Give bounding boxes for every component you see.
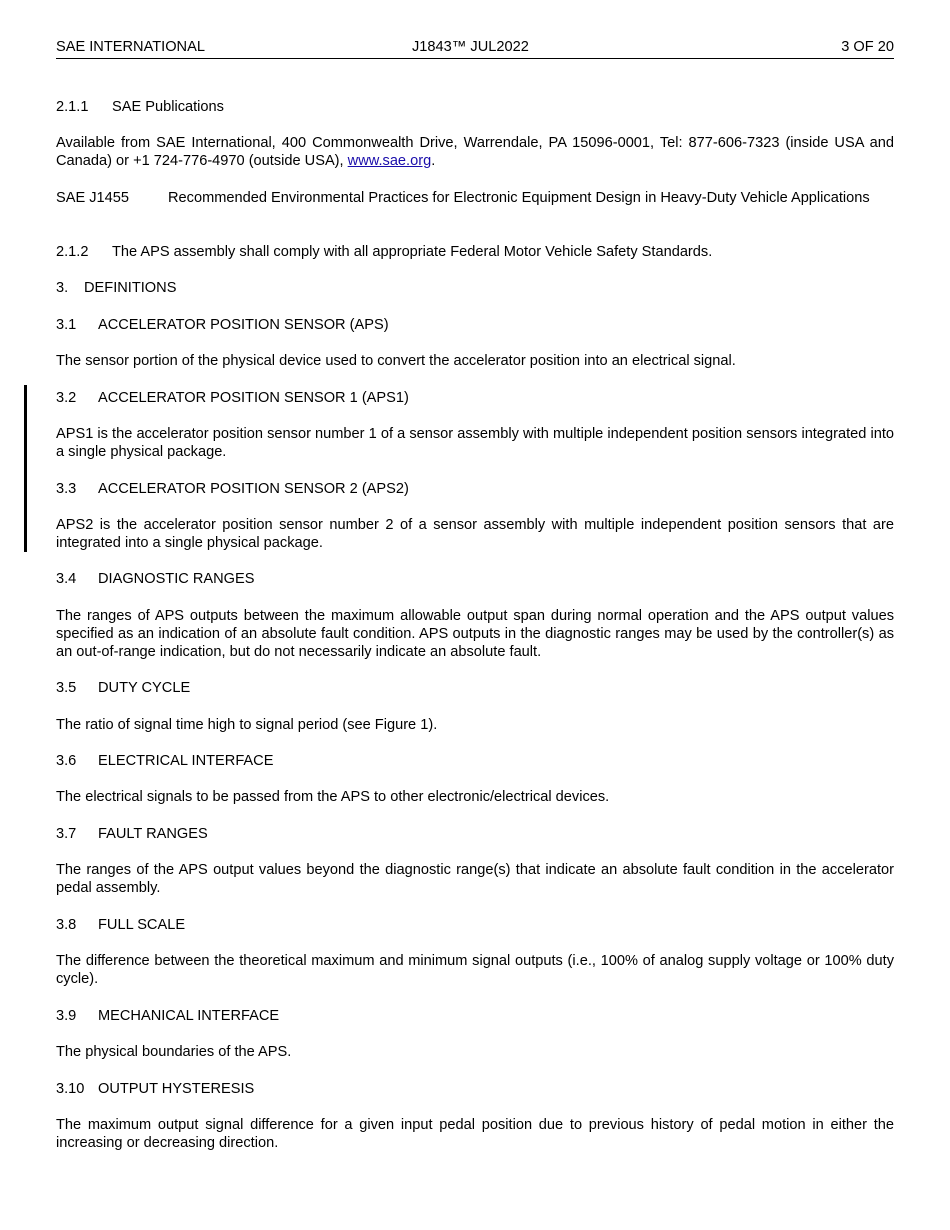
definition-text: The maximum output signal difference for a given input pedal position due to previous history of pedal motion in either the increasing or decreasing direction. [56, 1117, 894, 1151]
definition-number: 3.10 [56, 1081, 85, 1097]
definition-heading [56, 916, 894, 934]
definition-title: DUTY CYCLE [98, 680, 191, 696]
section-text: The APS assembly shall comply with all appropriate Federal Motor Vehicle Safety Standards. [112, 244, 713, 260]
paragraph-text: Available from SAE International, 400 Commonwealth Drive, Warrendale, PA 15096-0001, Tel: 877-606-7323 (inside USA and Canada) or +1 724-776-4970 (outside USA), [56, 135, 894, 169]
section-number: 2.1.2 [56, 244, 89, 260]
definition-heading [56, 1080, 894, 1098]
definition-text: The sensor portion of the physical device used to convert the accelerator position into an electrical signal. [56, 353, 736, 369]
section-number: 2.1.1 [56, 99, 89, 115]
section-2-1-1-paragraph [56, 134, 894, 170]
definition-heading [56, 480, 894, 498]
definition-text: The ratio of signal time high to signal period (see Figure 1). [56, 717, 438, 733]
definition-title: ACCELERATOR POSITION SENSOR 2 (APS2) [98, 481, 409, 497]
definition-title: ELECTRICAL INTERFACE [98, 753, 274, 769]
definition-text: The ranges of the APS output values beyond the diagnostic range(s) that indicate an absolute fault condition in the accelerator pedal assembly. [56, 862, 894, 896]
sae-website-link[interactable]: www.sae.org [347, 153, 432, 169]
paragraph-text-end: . [431, 153, 436, 169]
definition-title: OUTPUT HYSTERESIS [98, 1081, 255, 1097]
header-doc-id: J1843™ JUL2022 [412, 39, 529, 55]
definition-heading [56, 389, 894, 407]
header-page-number: 3 OF 20 [841, 39, 894, 55]
definition-number: 3.9 [56, 1008, 77, 1024]
definition-heading [56, 825, 894, 843]
section-title: SAE Publications [112, 99, 224, 115]
header-org: SAE INTERNATIONAL [56, 39, 205, 55]
reference-code: SAE J1455 [56, 190, 130, 206]
definition-title: ACCELERATOR POSITION SENSOR 1 (APS1) [98, 390, 409, 406]
definition-number: 3.2 [56, 390, 77, 406]
page-header [56, 38, 894, 59]
section-3-heading [56, 279, 894, 297]
section-title: DEFINITIONS [84, 280, 177, 296]
definition-title: ACCELERATOR POSITION SENSOR (APS) [98, 317, 389, 333]
definition-heading [56, 1007, 894, 1025]
definition-heading [56, 570, 894, 588]
section-2-1-1-heading [56, 98, 894, 116]
reference-title: Recommended Environmental Practices for Electronic Equipment Design in Heavy-Duty Vehicle Applications [168, 190, 870, 206]
definition-text: The difference between the theoretical maximum and minimum signal outputs (i.e., 100% of analog supply voltage or 100% duty cycle). [56, 953, 894, 987]
section-2-1-2 [56, 243, 894, 261]
definition-title: FAULT RANGES [98, 826, 208, 842]
definition-number: 3.6 [56, 753, 77, 769]
definition-heading [56, 316, 894, 334]
definition-heading [56, 752, 894, 770]
definition-number: 3.3 [56, 481, 77, 497]
change-bar [24, 385, 27, 552]
definition-number: 3.4 [56, 571, 77, 587]
definition-title: MECHANICAL INTERFACE [98, 1008, 280, 1024]
definition-number: 3.7 [56, 826, 77, 842]
section-number: 3. [56, 280, 69, 296]
definition-number: 3.5 [56, 680, 77, 696]
definition-title: DIAGNOSTIC RANGES [98, 571, 255, 587]
definition-text: The physical boundaries of the APS. [56, 1044, 292, 1060]
definition-title: FULL SCALE [98, 917, 186, 933]
definition-text: The ranges of APS outputs between the maximum allowable output span during normal operation and the APS output values specified as an indication of an absolute fault condition. APS outputs in the diagnostic ranges may be used by the controller(s) as an out-of-range indication, but do not necessarily indicate an absolute fault. [56, 608, 894, 660]
definition-text: APS2 is the accelerator position sensor number 2 of a sensor assembly with multiple independent position sensors that are integrated into a single physical package. [56, 517, 894, 551]
definition-text: APS1 is the accelerator position sensor number 1 of a sensor assembly with multiple independent position sensors integrated into a single physical package. [56, 426, 894, 460]
definition-heading [56, 679, 894, 697]
definition-text: The electrical signals to be passed from the APS to other electronic/electrical devices. [56, 789, 610, 805]
definition-number: 3.8 [56, 917, 77, 933]
definition-number: 3.1 [56, 317, 77, 333]
